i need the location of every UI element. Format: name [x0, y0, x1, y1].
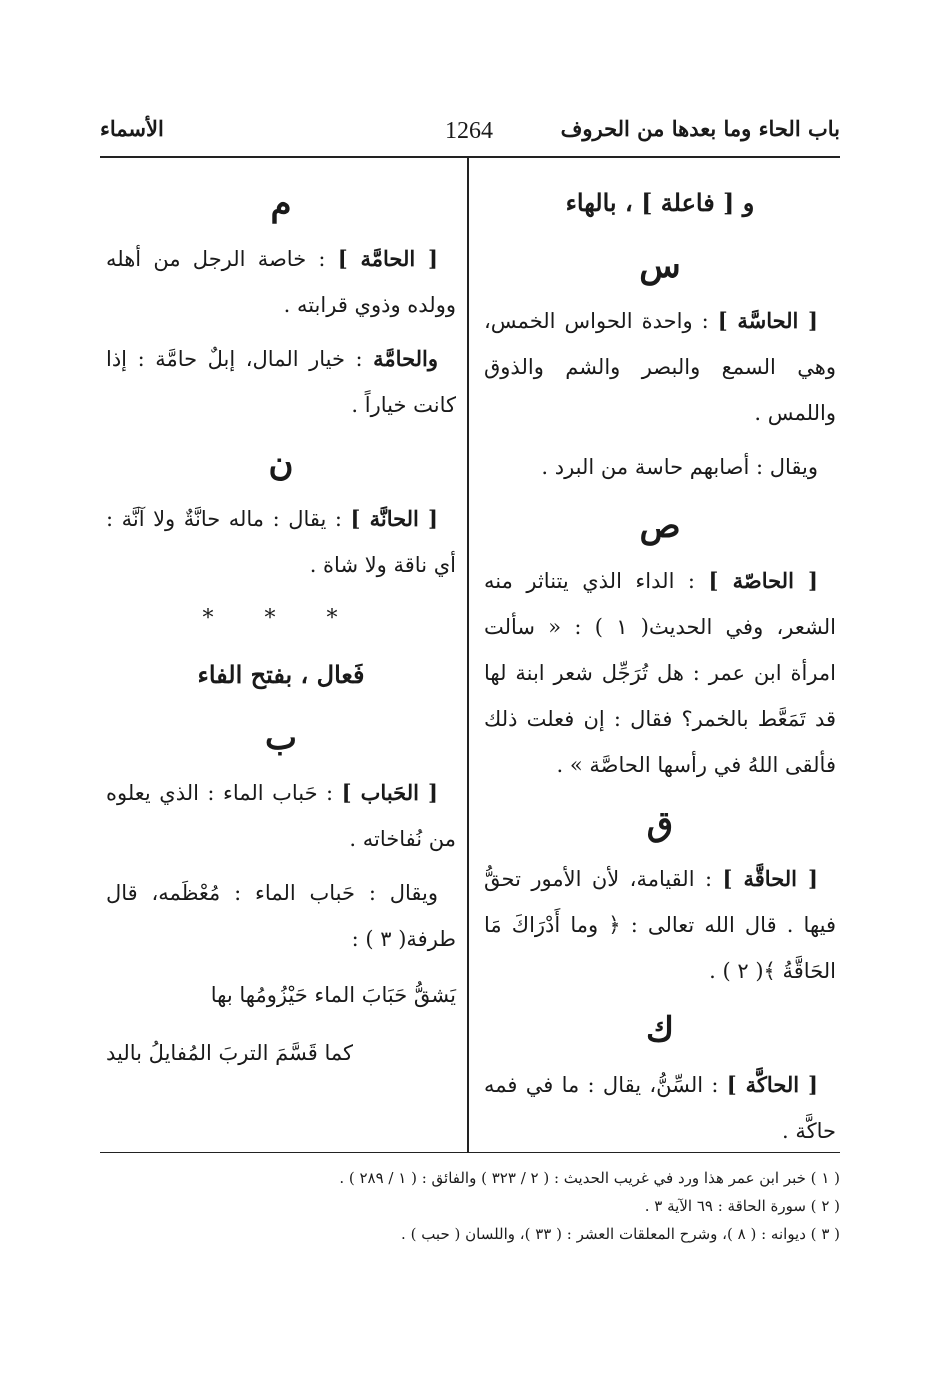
page-header	[100, 110, 840, 154]
entry-text: : القيامة، لأن الأمور تحقُّ فيها . قال الله تعالى : ﴿ وما أَدْرَاكَ مَا الحَاقَّةُ ﴾( ٢ ) .	[484, 867, 836, 983]
headword: [ الحانَّة ]	[350, 506, 438, 531]
headword: [ الحامَّة ]	[337, 246, 438, 271]
letter-heading-sin: س	[639, 246, 681, 286]
right-column	[484, 170, 836, 1162]
entry-hassa	[484, 298, 836, 436]
page-number: 1264	[445, 118, 493, 144]
entry-text: : خاصة الرجل من أهله وولده وذوي قرابته .	[106, 247, 456, 317]
letter-heading-sad: ص	[639, 506, 681, 546]
poem-verse-second-hemistich: كما قَسَّمَ التربَ المُفايلُ باليد	[106, 1041, 354, 1065]
entry-text: : الداء الذي يتناثر منه الشعر، وفي الحديث( ١ ) : « سألت امرأة ابن عمر : هل تُرَجِّل شعر ابنة لها قد تَمَعَّط بالخمر؟ فقال : إن فعلت ذلك فألقى اللهُ في رأسها الحاصَّة » .	[484, 569, 836, 777]
section-separator-stars: * * *	[202, 606, 360, 631]
headword: [ الحاقَّة ]	[722, 866, 818, 891]
footnote-1: ( ١ ) خبر ابن عمر هذا ورد في غريب الحديث : ( ٢ / ٣٢٣ ) والفائق : ( ١ / ٢٨٩ ) .	[339, 1169, 840, 1187]
entry-hassa-disease	[484, 558, 836, 788]
letter-heading-nun: ن	[268, 444, 294, 484]
entry-text: : خيار المال، إبلٌ حامَّة : إذا كانت خياراً .	[106, 347, 456, 417]
entry-text: : واحدة الحواس الخمس، وهي السمع والبصر والشم والذوق واللمس .	[484, 309, 836, 425]
entry-hassa-usage: ويقال : أصابهم حاسة من البرد .	[541, 455, 818, 479]
entry-habab-usage: ويقال : حَباب الماء : مُعْظَمه، قال طرفة( ٣ ) :	[106, 881, 456, 951]
header-rule	[100, 156, 840, 158]
headword: [ الحَباب ]	[341, 780, 438, 805]
footnote-3: ( ٣ ) ديوانه : ( ٨ )، وشرح المعلقات العشر : ( ٣٣ )، واللسان ( حبب ) .	[401, 1225, 840, 1243]
section-title-faal: فَعال ، بفتح الفاء	[197, 660, 365, 689]
letter-heading-kaf: ك	[645, 1010, 675, 1050]
footnote-rule	[100, 1152, 840, 1153]
entry-haqqa	[484, 856, 836, 994]
entry-text: : حَباب الماء : الذي يعلوه من نُفاخاته .	[106, 781, 456, 851]
footnotes	[100, 1164, 840, 1248]
entry-hamma-wealth	[106, 336, 456, 428]
entry-hamma	[106, 236, 456, 328]
entry-habab	[106, 770, 456, 862]
poem-verse-first-hemistich: يَشقُّ حَبَابَ الماء حَيْزُومُها بها	[210, 983, 456, 1007]
entry-text: : السِّنُّ، يقال : ما في فمه حاكَّة .	[484, 1073, 836, 1143]
section-title-faila: و [ فاعلة ] ، بالهاء	[565, 188, 755, 217]
section-running-title: الأسماء	[100, 116, 164, 141]
entry-text: : يقال : ماله حانَّةٌ ولا آنَّة : أي ناقة ولا شاة .	[106, 507, 456, 577]
headword: [ الحاكَّة ]	[726, 1072, 818, 1097]
entry-hakka	[484, 1062, 836, 1154]
letter-heading-qaf: ق	[646, 804, 674, 844]
footnote-2: ( ٢ ) سورة الحاقة : ٦٩ الآية ٣ .	[644, 1197, 840, 1215]
headword: والحامَّة	[373, 346, 439, 371]
entry-hanna	[106, 496, 456, 588]
letter-heading-mim: م	[270, 184, 292, 224]
column-divider	[467, 158, 469, 1152]
letter-heading-ba: ب	[264, 718, 297, 758]
left-column	[106, 170, 456, 1088]
headword: [ الحاسَّة ]	[717, 308, 818, 333]
headword: [ الحاصّة ]	[708, 568, 818, 593]
chapter-title: باب الحاء وما بعدها من الحروف	[560, 116, 840, 141]
